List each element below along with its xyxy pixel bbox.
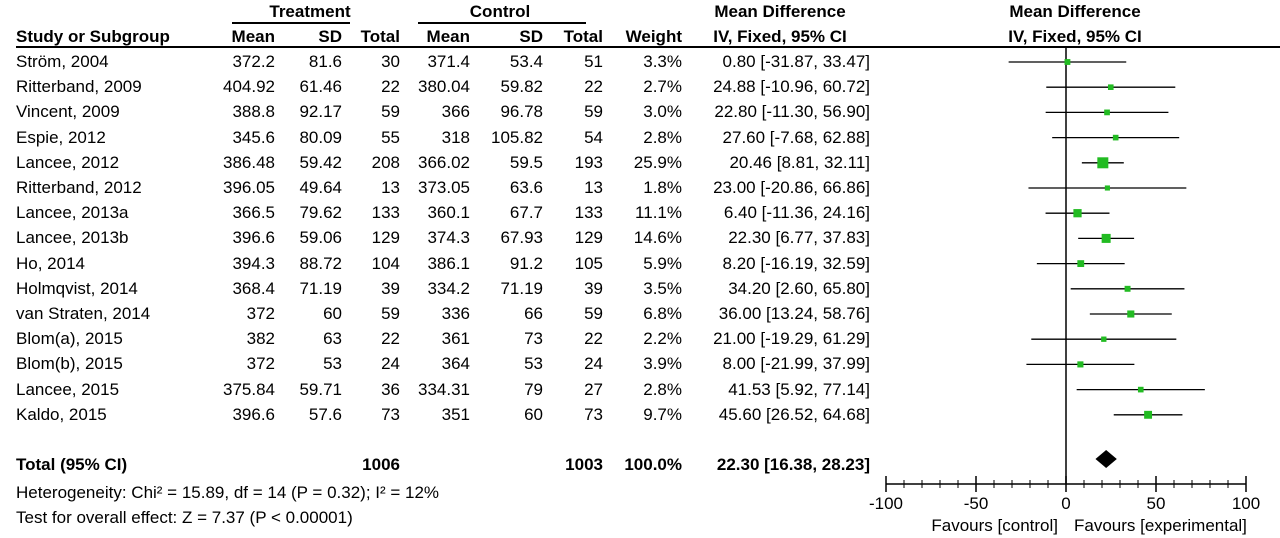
cell-study: Lancee, 2013b [16, 228, 129, 248]
cell-md: 21.00 [-19.29, 61.29] [713, 329, 870, 349]
cell-weight: 2.8% [643, 379, 682, 399]
cell-weight: 3.3% [643, 52, 682, 71]
cell-weight: 3.0% [643, 102, 682, 122]
study-marker [1125, 286, 1131, 292]
cell-c-mean: 336 [441, 304, 470, 323]
study-marker [1101, 337, 1106, 342]
cell-study: Ho, 2014 [16, 253, 85, 273]
cell-c-sd: 53.4 [509, 52, 543, 71]
cell-t-sd: 80.09 [299, 127, 342, 147]
cell-t-sd: 88.72 [299, 253, 342, 273]
cell-c-total: 73 [584, 404, 603, 424]
cell-c-total: 22 [584, 329, 603, 349]
cell-c-mean: 334.31 [418, 379, 470, 399]
cell-t-sd: 59.71 [299, 379, 342, 399]
cell-weight: 2.2% [643, 329, 682, 349]
cell-t-mean: 396.05 [223, 178, 275, 197]
cell-t-mean: 345.6 [232, 127, 275, 147]
cell-md: 22.80 [-11.30, 56.90] [714, 102, 870, 122]
cell-c-total: 59 [584, 102, 603, 122]
cell-md: 8.20 [-16.19, 32.59] [722, 253, 870, 273]
md-method-header: IV, Fixed, 95% CI [713, 27, 847, 46]
cell-weight: 6.8% [643, 304, 682, 323]
cell-c-mean: 366 [441, 102, 470, 122]
md-group-header: Mean Difference [714, 2, 846, 21]
cell-weight: 1.8% [643, 178, 682, 197]
cell-md: 8.00 [-21.99, 37.99] [722, 354, 870, 374]
control-mean-header: Mean [426, 27, 470, 46]
cell-weight: 2.7% [643, 77, 682, 97]
cell-c-mean: 361 [441, 329, 470, 349]
cell-study: Ström, 2004 [16, 52, 109, 71]
cell-c-total: 193 [574, 152, 603, 172]
cell-study: Lancee, 2012 [16, 152, 120, 172]
treatment-sd-header: SD [318, 27, 342, 46]
cell-c-mean: 380.04 [418, 77, 470, 97]
study-marker [1077, 260, 1084, 267]
cell-c-mean: 351 [441, 404, 470, 424]
x-tick-label: -50 [963, 494, 989, 513]
cell-study: Ritterband, 2009 [16, 77, 142, 97]
cell-c-total: 129 [574, 228, 603, 248]
total-control-n: 1003 [565, 455, 603, 474]
control-sd-header: SD [519, 27, 543, 46]
cell-t-mean: 375.84 [223, 379, 275, 399]
cell-study: Vincent, 2009 [16, 102, 120, 122]
heterogeneity-text: Heterogeneity: Chi² = 15.89, df = 14 (P = 0.32); I² = 12% [16, 483, 440, 502]
cell-weight: 5.9% [643, 253, 682, 273]
cell-t-total: 133 [371, 203, 400, 223]
cell-study: Espie, 2012 [16, 127, 106, 147]
cell-md: 20.46 [8.81, 32.11] [729, 152, 870, 172]
cell-t-sd: 57.6 [308, 404, 342, 424]
cell-study: Holmqvist, 2014 [16, 278, 138, 298]
study-marker [1113, 135, 1119, 141]
cell-study: Lancee, 2015 [16, 379, 120, 399]
plot-method-header: IV, Fixed, 95% CI [1008, 27, 1142, 46]
study-marker [1127, 310, 1134, 317]
cell-t-sd: 53 [323, 354, 342, 374]
cell-c-total: 105 [574, 253, 603, 273]
cell-t-mean: 396.6 [232, 404, 275, 424]
cell-t-sd: 59.06 [299, 228, 342, 248]
cell-c-total: 54 [584, 127, 603, 147]
cell-weight: 25.9% [633, 152, 682, 172]
cell-c-mean: 366.02 [418, 152, 470, 172]
cell-c-mean: 371.4 [427, 52, 470, 71]
cell-t-total: 129 [371, 228, 400, 248]
overall-effect-text: Test for overall effect: Z = 7.37 (P < 0.00001) [16, 508, 353, 527]
cell-c-mean: 360.1 [427, 203, 470, 223]
cell-t-mean: 372 [246, 354, 275, 374]
cell-c-sd: 66 [524, 304, 543, 323]
x-tick-label: -100 [868, 494, 904, 513]
x-tick-label: 100 [1231, 494, 1261, 513]
study-column-header: Study or Subgroup [16, 27, 170, 46]
cell-md: 6.40 [-11.36, 24.16] [723, 203, 870, 223]
cell-c-total: 133 [574, 203, 603, 223]
study-marker [1097, 157, 1108, 168]
cell-c-sd: 71.19 [500, 278, 543, 298]
cell-md: 34.20 [2.60, 65.80] [728, 278, 870, 298]
cell-c-sd: 73 [524, 329, 543, 349]
cell-t-sd: 71.19 [299, 278, 342, 298]
cell-c-mean: 334.2 [427, 278, 470, 298]
x-tick-label: 0 [1061, 494, 1071, 513]
cell-study: Blom(a), 2015 [16, 329, 123, 349]
cell-weight: 3.9% [643, 354, 682, 374]
cell-md: 0.80 [-31.87, 33.47] [722, 52, 870, 71]
cell-weight: 2.8% [643, 127, 682, 147]
cell-c-sd: 67.93 [500, 228, 543, 248]
cell-c-sd: 60 [524, 404, 543, 424]
cell-c-total: 59 [584, 304, 603, 323]
cell-t-mean: 396.6 [232, 228, 275, 248]
cell-t-mean: 394.3 [232, 253, 275, 273]
cell-t-total: 24 [381, 354, 400, 374]
study-marker [1108, 84, 1114, 90]
cell-c-total: 39 [584, 278, 603, 298]
total-weight: 100.0% [624, 455, 682, 474]
favours-experimental-label: Favours [experimental] [1074, 516, 1247, 535]
pooled-diamond [1095, 450, 1116, 468]
study-marker [1102, 234, 1111, 243]
cell-t-total: 59 [381, 304, 400, 323]
study-marker [1077, 361, 1083, 367]
cell-t-total: 30 [381, 52, 400, 71]
cell-t-mean: 382 [246, 329, 275, 349]
cell-study: Blom(b), 2015 [16, 354, 123, 374]
cell-t-sd: 59.42 [299, 152, 342, 172]
study-marker [1065, 59, 1071, 65]
study-marker [1144, 411, 1152, 419]
cell-t-total: 73 [381, 404, 400, 424]
cell-t-sd: 63 [323, 329, 342, 349]
cell-md: 36.00 [13.24, 58.76] [718, 304, 870, 323]
cell-c-sd: 79 [524, 379, 543, 399]
cell-t-total: 36 [381, 379, 400, 399]
cell-t-mean: 388.8 [232, 102, 275, 122]
cell-c-total: 22 [584, 77, 603, 97]
cell-t-total: 22 [381, 77, 400, 97]
cell-c-sd: 105.82 [491, 127, 543, 147]
x-tick-label: 50 [1146, 494, 1166, 513]
cell-weight: 3.5% [643, 278, 682, 298]
control-group-header: Control [469, 2, 531, 21]
treatment-group-header: Treatment [269, 2, 351, 21]
cell-t-total: 59 [381, 102, 400, 122]
cell-t-total: 39 [381, 278, 400, 298]
cell-c-sd: 59.5 [509, 152, 543, 172]
total-label: Total (95% CI) [16, 455, 128, 474]
cell-c-sd: 53 [524, 354, 543, 374]
study-marker [1105, 185, 1110, 190]
total-md: 22.30 [16.38, 28.23] [716, 455, 870, 474]
cell-md: 27.60 [-7.68, 62.88] [722, 127, 870, 147]
cell-weight: 14.6% [633, 228, 682, 248]
control-total-header: Total [563, 27, 603, 46]
cell-c-mean: 373.05 [418, 178, 470, 197]
cell-c-sd: 96.78 [500, 102, 543, 122]
cell-t-total: 13 [381, 178, 400, 197]
study-marker [1104, 110, 1110, 116]
cell-c-sd: 59.82 [500, 77, 543, 97]
cell-c-sd: 63.6 [509, 178, 543, 197]
cell-t-total: 208 [371, 152, 400, 172]
cell-t-total: 104 [371, 253, 400, 273]
cell-t-sd: 60 [323, 304, 342, 323]
weight-header: Weight [625, 27, 682, 46]
cell-md: 22.30 [6.77, 37.83] [728, 228, 870, 248]
cell-md: 23.00 [-20.86, 66.86] [713, 178, 870, 197]
cell-t-mean: 372 [246, 304, 275, 323]
cell-t-sd: 49.64 [299, 178, 342, 197]
cell-weight: 9.7% [643, 404, 682, 424]
cell-c-total: 27 [584, 379, 603, 399]
cell-t-sd: 79.62 [299, 203, 342, 223]
cell-c-mean: 364 [441, 354, 470, 374]
treatment-total-header: Total [360, 27, 400, 46]
cell-c-mean: 318 [441, 127, 470, 147]
cell-c-sd: 67.7 [509, 203, 543, 223]
treatment-mean-header: Mean [231, 27, 275, 46]
cell-c-total: 13 [584, 178, 603, 197]
cell-t-total: 22 [381, 329, 400, 349]
cell-t-mean: 404.92 [223, 77, 275, 97]
cell-t-mean: 386.48 [223, 152, 275, 172]
cell-study: Ritterband, 2012 [16, 178, 142, 197]
cell-weight: 11.1% [635, 203, 682, 223]
cell-t-sd: 81.6 [308, 52, 342, 71]
cell-md: 45.60 [26.52, 64.68] [718, 404, 870, 424]
cell-t-total: 55 [381, 127, 400, 147]
cell-t-sd: 61.46 [299, 77, 342, 97]
study-marker [1138, 387, 1144, 393]
cell-c-mean: 374.3 [427, 228, 470, 248]
plot-group-header: Mean Difference [1009, 2, 1141, 21]
cell-c-total: 51 [584, 52, 603, 71]
favours-control-label: Favours [control] [931, 516, 1058, 535]
cell-study: Kaldo, 2015 [16, 404, 107, 424]
cell-c-sd: 91.2 [509, 253, 543, 273]
cell-md: 24.88 [-10.96, 60.72] [713, 77, 870, 97]
cell-md: 41.53 [5.92, 77.14] [728, 379, 870, 399]
cell-t-mean: 368.4 [232, 278, 275, 298]
cell-c-mean: 386.1 [427, 253, 470, 273]
cell-t-sd: 92.17 [299, 102, 342, 122]
cell-study: van Straten, 2014 [16, 304, 151, 323]
cell-t-mean: 372.2 [232, 52, 275, 71]
study-marker [1073, 209, 1081, 217]
cell-c-total: 24 [584, 354, 603, 374]
cell-t-mean: 366.5 [232, 203, 275, 223]
total-treatment-n: 1006 [362, 455, 400, 474]
cell-study: Lancee, 2013a [16, 203, 129, 223]
